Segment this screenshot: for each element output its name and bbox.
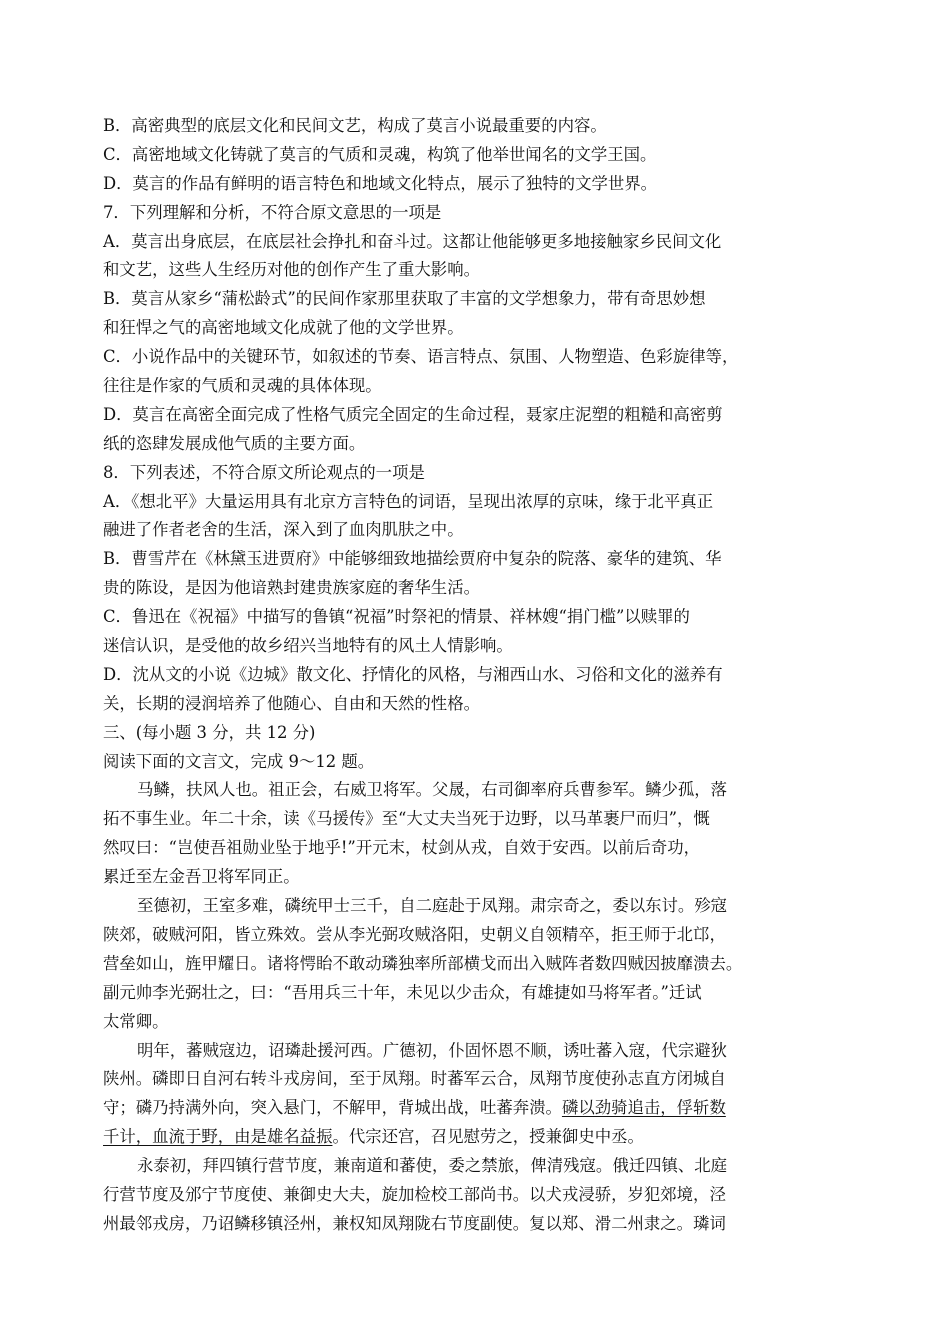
passage-p1-line3: 然叹曰：“岂使吾祖勋业坠于地乎!”开元末，杖剑从戎，自效于安西。以前后奇功， — [103, 838, 701, 858]
passage-p2-line1: 至德初，王室多难，磷统甲士三千，自二庭赴于凤翔。肃宗奇之，委以东讨。殄寇 — [137, 896, 728, 916]
passage-p3-line4 — [103, 1123, 848, 1152]
option-7a-cont: 和文艺，这些人生经历对他的创作产生了重大影响。 — [103, 260, 480, 280]
passage-p2-line2: 陕郊，破贼河阳，皆立殊效。尝从李光弼攻贼洛阳，史朝义自领精卒，拒王师于北邙， — [103, 924, 726, 944]
option-7d: D．莫言在高密全面完成了性格气质完全固定的生命过程，聂家庄泥塑的粗糙和高密剪 — [103, 404, 723, 424]
passage-p3-line2: 陕州。磷即日自河右转斗戎房间，至于凤翔。时蕃军云合，凤翔节度使孙志直方闭城自 — [103, 1069, 726, 1089]
passage-p3-line3 — [103, 1094, 848, 1123]
option-6d: D．莫言的作品有鲜明的语言特色和地域文化特点，展示了独特的文学世界。 — [103, 173, 658, 193]
option-8c-cont: 迷信认识，是受他的故乡绍兴当地特有的风土人情影响。 — [103, 636, 513, 656]
option-8b-cont: 贵的陈设，是因为他谙熟封建贵族家庭的奢华生活。 — [103, 578, 480, 598]
passage-p4-line1: 永泰初，拜四镇行营节度，兼南道和蕃使，委之禁旅，俾清残寇。俄迁四镇、北庭 — [137, 1156, 728, 1176]
option-7c: C．小说作品中的关键环节，如叙述的节奏、语言特点、氛围、人物塑造、色彩旋律等， — [103, 347, 739, 367]
option-6c: C．高密地域文化铸就了莫言的气质和灵魂，构筑了他举世闻名的文学王国。 — [103, 144, 657, 164]
passage-p1-line4: 累迁至左金吾卫将军同正。 — [103, 867, 300, 887]
underlined-sentence-part2: 千计，血流于野，由是雄名益振 — [103, 1127, 333, 1147]
option-8a-cont: 融进了作者老舍的生活，深入到了血肉肌肤之中。 — [103, 520, 464, 540]
option-8d: D．沈从文的小说《边城》散文化、抒情化的风格，与湘西山水、习俗和文化的滋养有 — [103, 664, 723, 684]
underlined-sentence-part1: 磷以劲骑追击，俘斩数 — [561, 1098, 726, 1118]
question-7: 7．下列理解和分析，不符合原文意思的一项是 — [103, 202, 442, 222]
option-7d-cont: 纸的恣肆发展成他气质的主要方面。 — [103, 433, 366, 453]
reading-instruction: 阅读下面的文言文，完成 9～12 题。 — [103, 751, 375, 771]
passage-p2-line4: 副元帅李光弼壮之，曰：“吾用兵三十年，未见以少击众，有雄捷如马将军者。”迁试 — [103, 982, 702, 1002]
passage-p3-line3-text: 守；磷乃持满外向，突入悬门，不解甲，背城出战，吐蕃奔溃。 — [103, 1098, 562, 1118]
passage-p3-line1: 明年，蕃贼寇边，诏璘赴援河西。广德初，仆固怀恩不顺，诱吐蕃入寇，代宗避狄 — [137, 1040, 728, 1060]
passage-p4-line2: 行营节度及邠宁节度使、兼御史大夫，旋加检校工部尚书。以犬戎浸骄，岁犯郊境，泾 — [103, 1184, 726, 1204]
passage-p1-line2: 拓不事生业。年二十余，读《马援传》至“大丈夫当死于边野，以马革裹尸而归”，慨 — [103, 809, 710, 829]
passage-p1-line1: 马鳞，扶风人也。祖正会，右威卫将军。父晟，右司御率府兵曹参军。鳞少孤，落 — [137, 780, 728, 800]
option-8c: C．鲁迅在《祝福》中描写的鲁镇“祝福”时祭祀的情景、祥林嫂“捐门槛”以赎罪的 — [103, 607, 690, 627]
passage-p4-line3: 州最邻戎房，乃诏鳞移镇泾州，兼权知凤翔陇右节度副使。复以郑、滑二州隶之。璘词 — [103, 1213, 726, 1233]
passage-p3-line4-text: 。代宗还宫，召见慰劳之，授兼御史中丞。 — [332, 1127, 644, 1147]
section-3-heading: 三、(每小题 3 分，共 12 分) — [103, 722, 316, 742]
passage-p2-line5: 太常卿。 — [103, 1011, 169, 1031]
option-8d-cont: 关，长期的浸润培养了他随心、自由和天然的性格。 — [103, 693, 480, 713]
question-8: 8．下列表述，不符合原文所论观点的一项是 — [103, 462, 425, 482]
page-text — [103, 112, 848, 1239]
option-7c-cont: 往往是作家的气质和灵魂的具体体现。 — [103, 376, 382, 396]
option-6b: B．高密典型的底层文化和民间文艺，构成了莫言小说最重要的内容。 — [103, 116, 607, 135]
option-7b: B．莫言从家乡“蒲松龄式”的民间作家那里获取了丰富的文学想象力，带有奇思妙想 — [103, 289, 706, 309]
option-7a: A．莫言出身底层，在底层社会挣扎和奋斗过。这都让他能够更多地接触家乡民间文化 — [103, 231, 722, 251]
option-8b: B．曹雪芹在《林黛玉进贾府》中能够细致地描绘贾府中复杂的院落、豪华的建筑、华 — [103, 549, 722, 569]
passage-p2-line3: 营垒如山，旌甲耀日。诸将愕眙不敢动璘独率所部横戈而出入贼阵者数四贼因披靡溃去。 — [103, 953, 743, 973]
option-8a: A．《想北平》大量运用具有北京方言特色的词语，呈现出浓厚的京味，缘于北平真正 — [103, 491, 714, 511]
option-7b-cont: 和狂悍之气的高密地域文化成就了他的文学世界。 — [103, 318, 464, 338]
